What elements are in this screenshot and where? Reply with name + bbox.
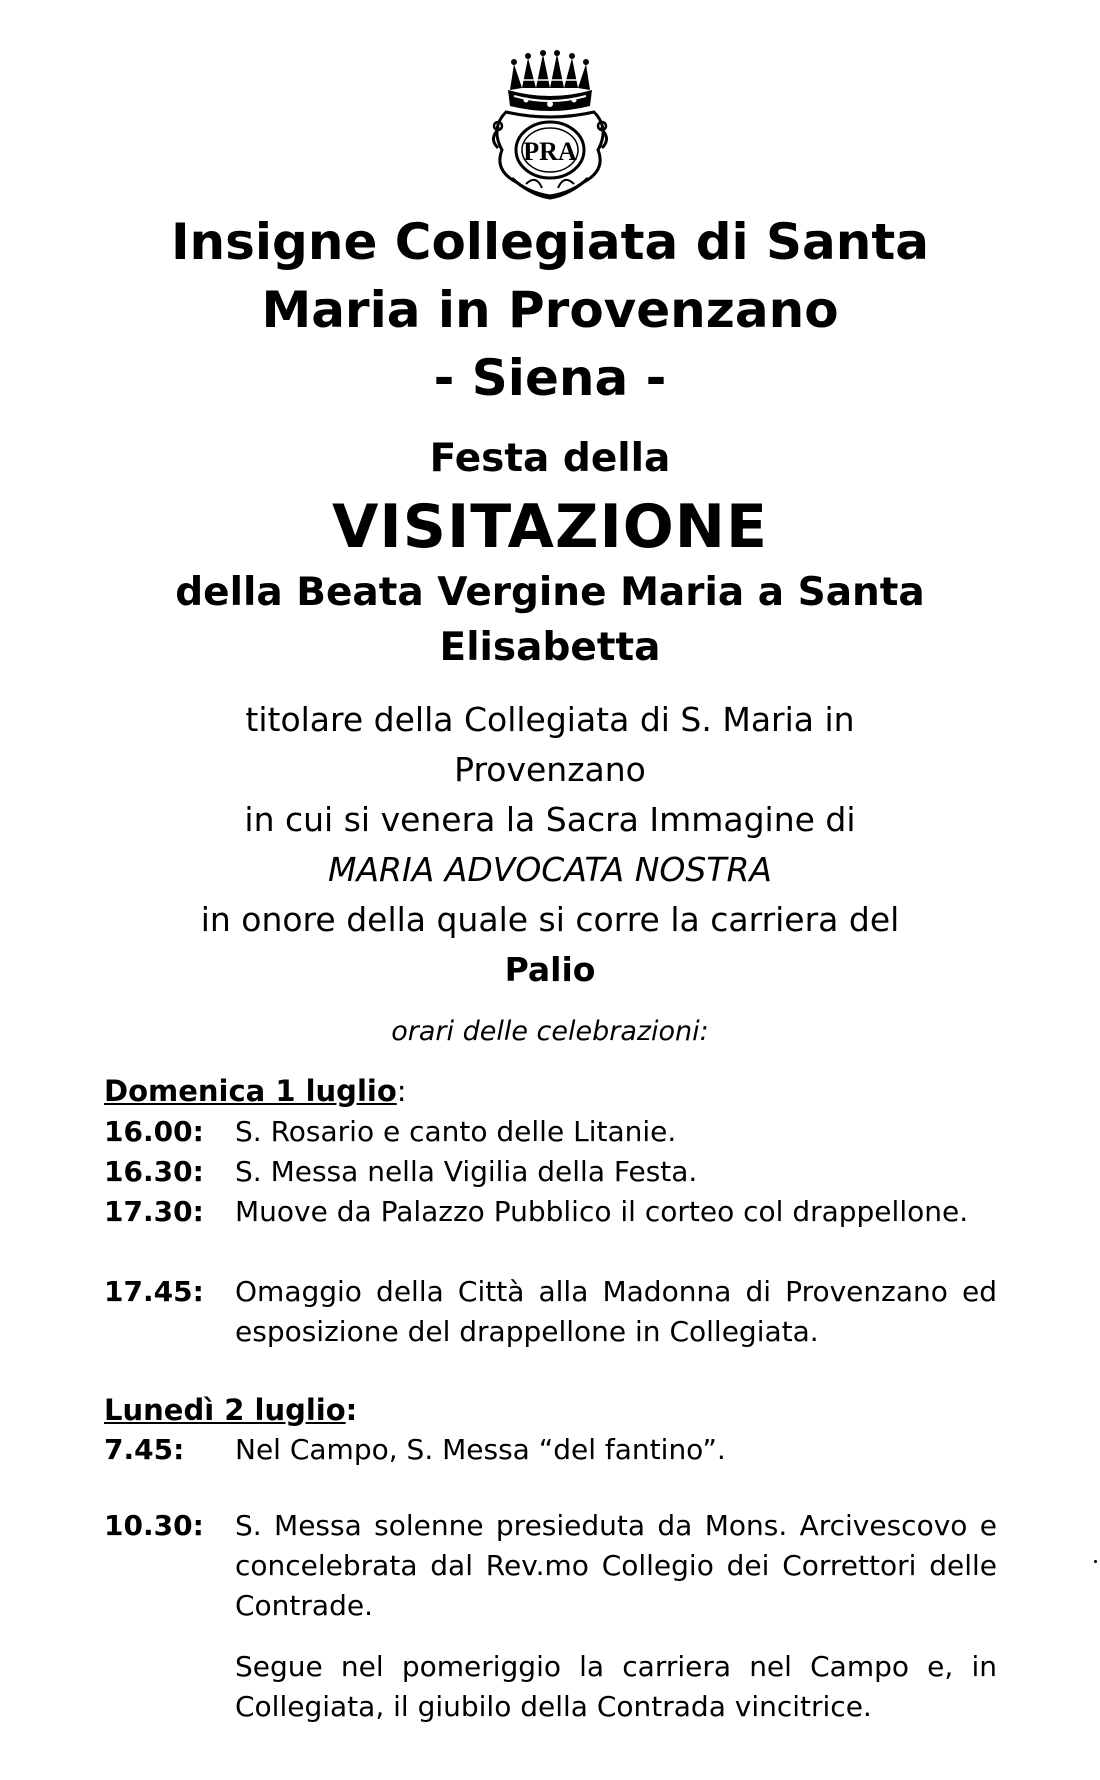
event-description: Nel Campo, S. Messa “del fantino”. (235, 1433, 726, 1466)
day-heading: Domenica 1 luglio: (104, 1074, 407, 1108)
page-title (100, 208, 1000, 412)
event-time: 17.45: (104, 1275, 204, 1308)
day-heading: Lunedì 2 luglio: (104, 1393, 358, 1427)
crest-icon (486, 50, 614, 200)
event-description: S. Rosario e canto delle Litanie. (235, 1115, 677, 1148)
festa-label: Festa della (429, 436, 671, 481)
festa-name: VISITAZIONE (331, 492, 769, 562)
intro-line: in onore della quale si corre la carriera del (200, 900, 900, 939)
festa-description-line: della Beata Vergine Maria a Santa (175, 570, 925, 615)
intro-line-palio: Palio (504, 950, 596, 989)
event-time: 16.00: (104, 1115, 204, 1148)
intro-text (120, 695, 980, 995)
event-time: 17.30: (104, 1195, 204, 1228)
stray-mark (1094, 1560, 1097, 1563)
day-title: Lunedì 2 luglio (104, 1393, 346, 1427)
intro-line-image-name: MARIA ADVOCATA NOSTRA (328, 850, 772, 889)
event-time: 16.30: (104, 1155, 204, 1188)
note-text: Segue nel pomeriggio la carriera nel Campo e, in Collegiata, il giubilo della Contrada vincitrice. (235, 1650, 997, 1723)
title-line: Maria in Provenzano (261, 281, 839, 339)
event-description: Omaggio della Città alla Madonna di Provenzano ed esposizione del drappellone in Collegiata. (235, 1275, 997, 1348)
festa-description-line: Elisabetta (439, 625, 661, 670)
event-time: 7.45: (104, 1433, 185, 1466)
event-time: 10.30: (104, 1509, 204, 1542)
festa-description (120, 565, 980, 675)
crest-monogram: PRA (523, 137, 577, 166)
intro-line: Provenzano (454, 750, 646, 789)
event-description: S. Messa nella Vigilia della Festa. (235, 1155, 698, 1188)
intro-line: titolare della Collegiata di S. Maria in (245, 700, 855, 739)
day-title: Domenica 1 luglio (104, 1074, 397, 1108)
schedule-heading: orari delle celebrazioni: (391, 1016, 709, 1047)
title-line-city: - Siena - (433, 349, 667, 407)
event-description: Muove da Palazzo Pubblico il corteo col drappellone. (235, 1195, 969, 1228)
event-description: S. Messa solenne presieduta da Mons. Arcivescovo e concelebrata dal Rev.mo Collegio dei Correttori delle Contrade. (235, 1509, 997, 1622)
title-line: Insigne Collegiata di Santa (170, 213, 930, 271)
intro-line: in cui si venera la Sacra Immagine di (244, 800, 856, 839)
